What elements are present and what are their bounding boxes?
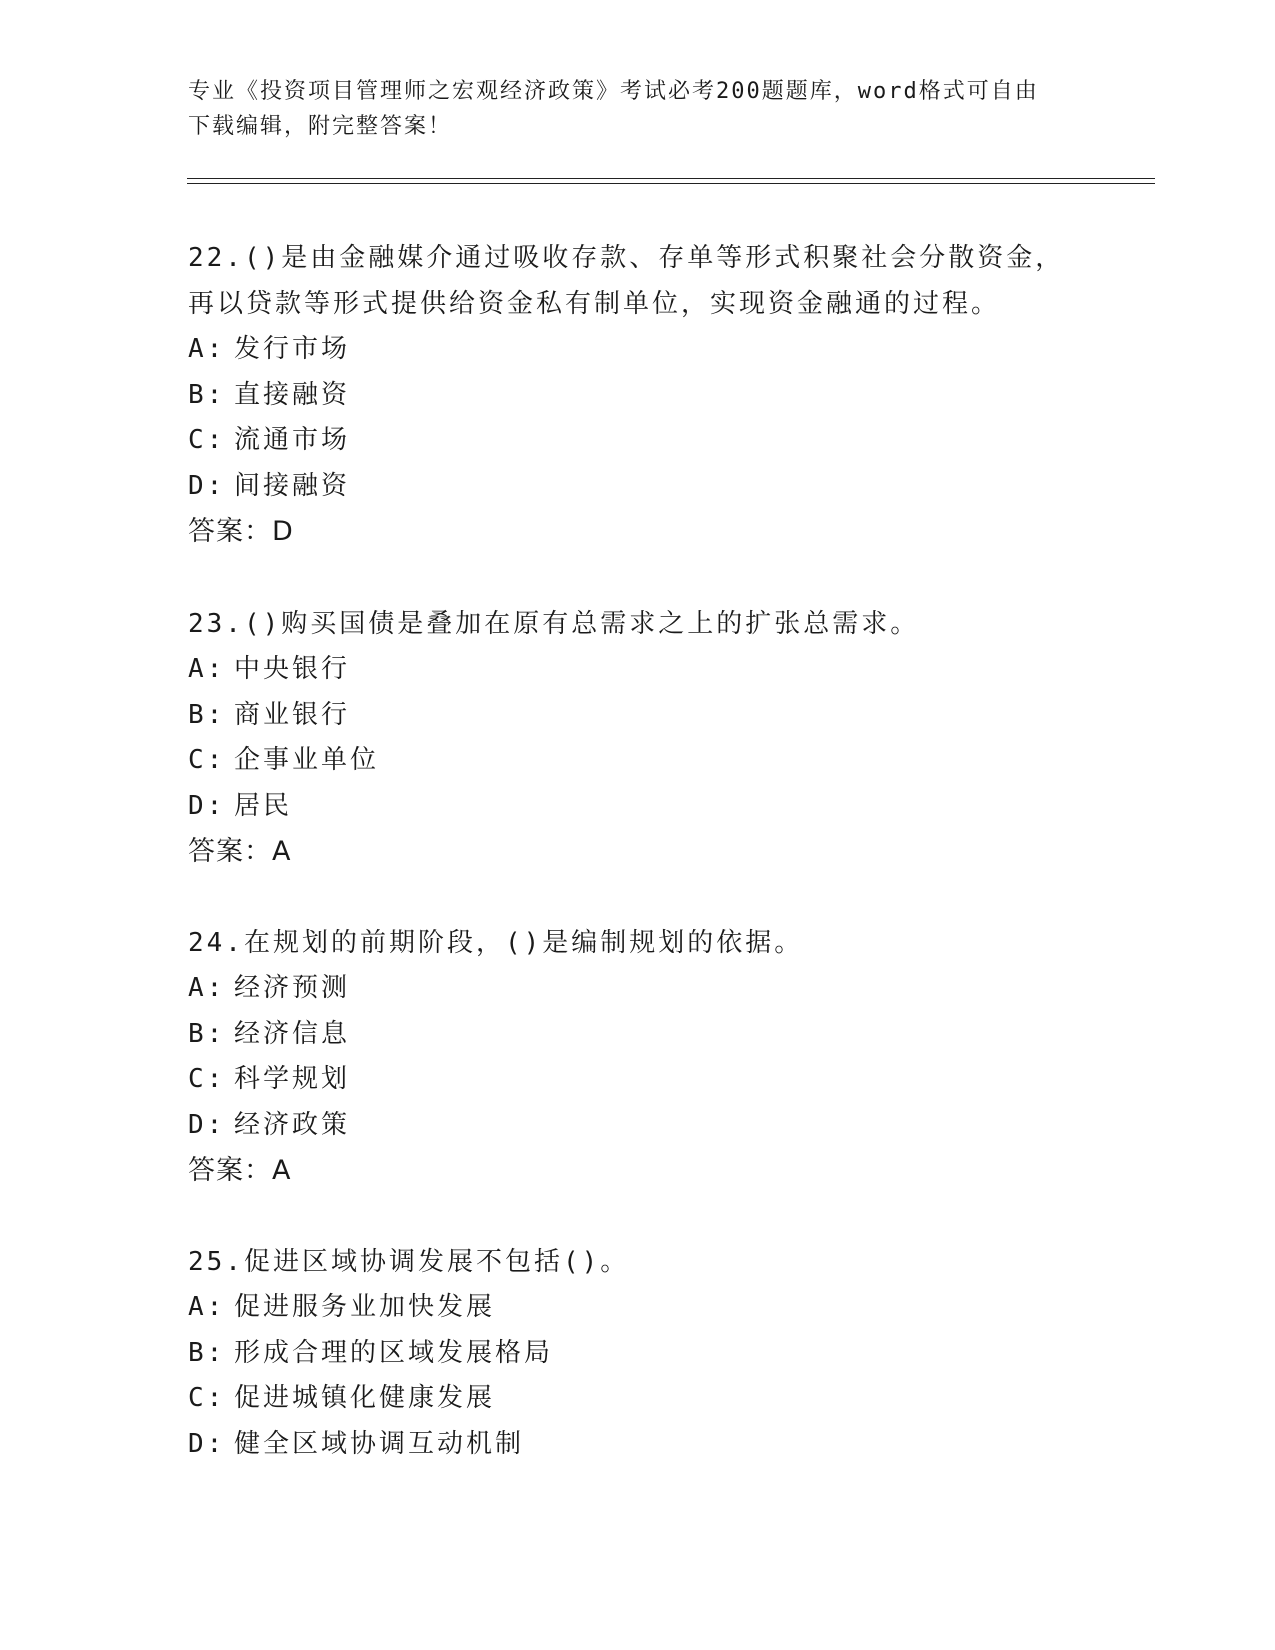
question-stem: 25.促进区域协调发展不包括()。 <box>188 1247 630 1277</box>
header-divider-bottom <box>187 183 1155 184</box>
option-text: 经济信息 <box>234 1018 351 1049</box>
option-b <box>188 1012 1088 1058</box>
answer: 答案：A <box>188 1155 292 1186</box>
option-text: 商业银行 <box>234 699 351 730</box>
option-text: 科学规划 <box>234 1064 351 1094</box>
option-b <box>188 1331 1088 1377</box>
option-key: C: <box>188 425 226 455</box>
option-key: A: <box>188 334 226 364</box>
option-key: A: <box>188 973 226 1003</box>
option-text: 经济政策 <box>234 1109 351 1140</box>
option-key: A: <box>188 1292 226 1322</box>
option-d <box>188 1103 1088 1149</box>
option-text: 流通市场 <box>234 425 351 455</box>
option-c <box>188 1376 1088 1422</box>
document-header <box>188 74 1088 144</box>
option-key: B: <box>188 379 226 410</box>
option-key: B: <box>188 699 226 730</box>
option-d <box>188 1422 1088 1468</box>
option-text: 发行市场 <box>234 334 351 364</box>
option-text: 促进服务业加快发展 <box>234 1292 496 1322</box>
option-key: A: <box>188 654 226 684</box>
question-23 <box>188 601 1088 875</box>
option-text: 形成合理的区域发展格局 <box>234 1337 554 1368</box>
question-24 <box>188 920 1088 1194</box>
option-a <box>188 327 1088 373</box>
option-text: 经济预测 <box>234 973 351 1003</box>
option-text: 中央银行 <box>234 654 351 684</box>
option-text: 促进城镇化健康发展 <box>234 1383 496 1413</box>
option-key: D: <box>188 790 226 821</box>
option-key: C: <box>188 1383 226 1413</box>
option-a <box>188 1285 1088 1331</box>
option-a <box>188 647 1088 693</box>
option-text: 直接融资 <box>234 379 351 410</box>
question-25 <box>188 1239 1088 1467</box>
header-line-2: 下载编辑，附完整答案！ <box>188 114 453 139</box>
option-c <box>188 1057 1088 1103</box>
answer: 答案：D <box>188 516 294 547</box>
option-text: 居民 <box>234 790 293 821</box>
option-key: B: <box>188 1337 226 1368</box>
answer: 答案：A <box>188 836 292 867</box>
option-key: D: <box>188 1109 226 1140</box>
option-text: 健全区域协调互动机制 <box>234 1428 525 1459</box>
option-text: 间接融资 <box>234 470 351 501</box>
header-divider-top <box>187 178 1155 179</box>
option-c <box>188 738 1088 784</box>
option-key: B: <box>188 1018 226 1049</box>
option-key: C: <box>188 745 226 775</box>
option-d <box>188 464 1088 510</box>
option-key: C: <box>188 1064 226 1094</box>
header-line-1: 专业《投资项目管理师之宏观经济政策》考试必考200题题库，word格式可自由 <box>188 79 1039 104</box>
option-d <box>188 784 1088 830</box>
question-stem: 24.在规划的前期阶段，()是编制规划的依据。 <box>188 928 804 958</box>
option-c <box>188 418 1088 464</box>
option-key: D: <box>188 1428 226 1459</box>
question-stem: 23.()购买国债是叠加在原有总需求之上的扩张总需求。 <box>188 609 920 639</box>
option-b <box>188 373 1088 419</box>
question-22 <box>188 235 1088 555</box>
option-a <box>188 966 1088 1012</box>
option-text: 企事业单位 <box>234 745 380 775</box>
question-stem: 22.()是由金融媒介通过吸收存款、存单等形式积聚社会分散资金，再以贷款等形式提供给资金私有制单位，实现资金融通的过程。 <box>188 243 1065 319</box>
option-key: D: <box>188 470 226 501</box>
option-b <box>188 693 1088 739</box>
